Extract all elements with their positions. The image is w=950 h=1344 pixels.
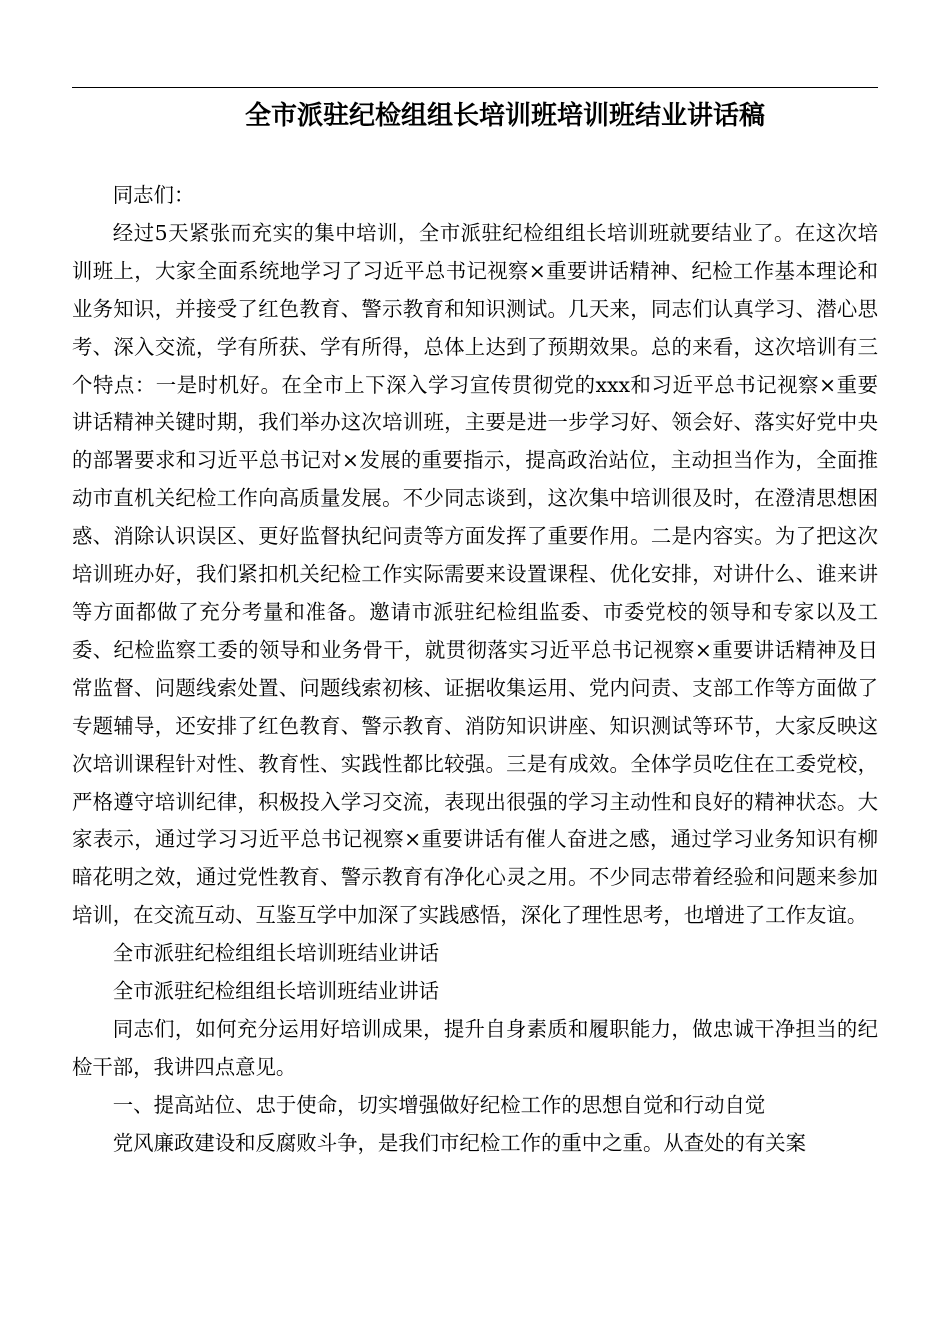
section-heading-line: 全市派驻纪检组组长培训班结业讲话: [112, 979, 440, 1004]
body-paragraph: 同志们，如何充分运用好培训成果，提升自身素质和履职能力，做忠诚干净担当的纪检干部，我讲四点意见。: [72, 1016, 878, 1079]
body-paragraph: 经过5天紧张而充实的集中培训，全市派驻纪检组组长培训班就要结业了。在这次培训班上，大家全面系统地学习了习近平总书记视察×重要讲话精神、纪检工作基本理论和业务知识，并接受了红色教育、警示教育和知识测试。几天来，同志们认真学习、潜心思考、深入交流，学有所获、学有所得，总体上达到了预期效果。总的来看，这次培训有三个特点：一是时机好。在全市上下深入学习宣传贯彻党的xxx和习近平总书记视察×重要讲话精神关键时期，我们举办这次培训班，主要是进一步学习好、领会好、落实好党中央的部署要求和习近平总书记对×发展的重要指示，提高政治站位，主动担当作为，全面推动市直机关纪检工作向高质量发展。不少同志谈到，这次集中培训很及时，在澄清思想困惑、消除认识误区、更好监督执纪问责等方面发挥了重要作用。二是内容实。为了把这次培训班办好，我们紧扣机关纪检工作实际需要来设置课程、优化安排，对讲什么、谁来讲等方面都做了充分考量和准备。邀请市派驻纪检组监委、市委党校的领导和专家以及工委、纪检监察工委的领导和业务骨干，就贯彻落实习近平总书记视察×重要讲话精神及日常监督、问题线索处置、问题线索初核、证据收集运用、党内问责、支部工作等方面做了专题辅导，还安排了红色教育、警示教育、消防知识讲座、知识测试等环节，大家反映这次培训课程针对性、教育性、实践性都比较强。三是有成效。全体学员吃住在工委党校，严格遵守培训纪律，积极投入学习交流，表现出很强的学习主动性和良好的精神状态。大家表示，通过学习习近平总书记视察×重要讲话有催人奋进之感，通过学习业务知识有柳暗花明之效，通过党性教育、警示教育有净化心灵之用。不少同志带着经验和问题来参加培训，在交流互动、互鉴互学中加深了实践感悟，深化了理性思考，也增进了工作友谊。: [72, 220, 878, 928]
body-paragraph: 党风廉政建设和反腐败斗争，是我们市纪检工作的重中之重。从查处的有关案: [112, 1130, 807, 1155]
header-rule: [72, 87, 878, 88]
point-heading: 一、提高站位、忠于使命，切实增强做好纪检工作的思想自觉和行动自觉: [112, 1092, 766, 1117]
salutation-paragraph: 同志们：: [112, 183, 195, 207]
document-body: [72, 177, 878, 1163]
section-heading-line: 全市派驻纪检组组长培训班结业讲话: [112, 941, 440, 966]
document-title: 全市派驻纪检组组长培训班培训班结业讲话稿: [244, 101, 765, 131]
